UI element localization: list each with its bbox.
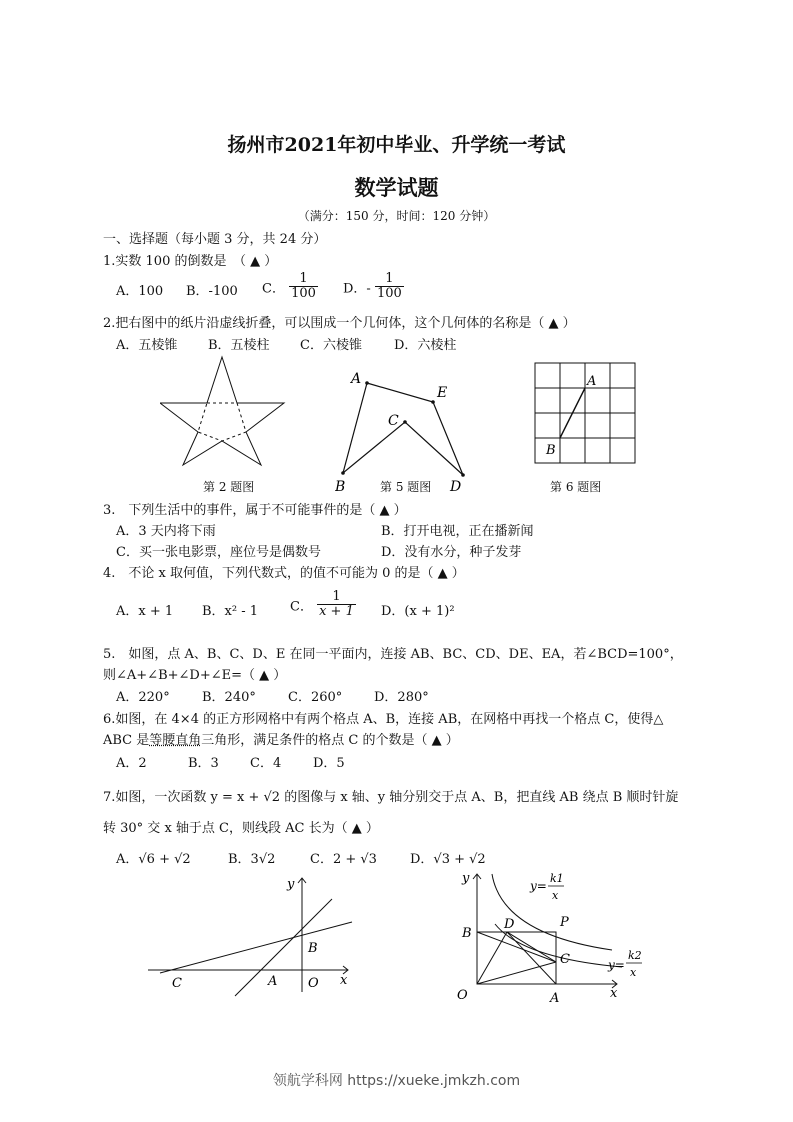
q7-label-b: B — [308, 941, 318, 956]
q1-stem: 1.实数 100 的倒数是 （ ▲ ） — [103, 254, 278, 269]
q8-label-b: B — [462, 926, 472, 941]
q5-option-b: B．240° — [202, 690, 256, 705]
fig6-label-b: B — [546, 443, 556, 458]
q6-option-b: B．3 — [188, 756, 219, 771]
q6-option-c: C．4 — [250, 756, 282, 771]
q6-line2-post: 三角形，满足条件的格点 C 的个数是（ ▲ ） — [201, 733, 459, 748]
star-net-figure — [160, 355, 290, 470]
fig2-caption: 第 2 题图 — [203, 480, 255, 494]
q1-option-c — [262, 272, 318, 302]
q6-option-a: A．2 — [116, 756, 147, 771]
q7-option-b: B．3√2 — [228, 852, 276, 867]
q7-label-y: y — [287, 877, 295, 892]
q7-line2: 转 30° 交 x 轴于点 C，则线段 AC 长为（ ▲ ） — [103, 821, 379, 836]
q2-option-d: D．六棱柱 — [394, 338, 457, 353]
fraction-numerator: 1 — [289, 272, 318, 287]
q4-option-c-fraction — [317, 590, 356, 620]
fraction-numerator: 1 — [375, 272, 404, 287]
q3-option-d: D．没有水分，种子发芽 — [381, 545, 522, 560]
q1-option-d — [343, 272, 404, 302]
q4-option-b: B．x² - 1 — [202, 604, 259, 619]
q8-label-c: C — [560, 952, 570, 967]
q4-option-d: D．(x + 1)² — [381, 604, 455, 619]
score-info: （满分：150 分，时间：120 分钟） — [297, 209, 496, 223]
fig5-label-e: E — [437, 385, 448, 401]
exam-title: 扬州市2021年初中毕业、升学统一考试 — [227, 134, 566, 156]
q2-option-b: B．五棱柱 — [208, 338, 270, 353]
q3-stem: 3. 下列生活中的事件，属于不可能事件的是（ ▲ ） — [103, 503, 407, 518]
q4-option-c — [290, 590, 356, 620]
q7-label-a: A — [268, 974, 278, 989]
q8-func1-numerator: k1 — [550, 872, 564, 885]
q8-label-p: P — [560, 915, 569, 930]
q7-label-x: x — [340, 973, 348, 988]
section-heading: 一、选择题（每小题 3 分，共 24 分） — [103, 232, 327, 247]
q4-option-a: A．x + 1 — [116, 604, 174, 619]
q8-label-d: D — [504, 917, 515, 932]
fig5-label-a: A — [351, 371, 362, 387]
q7-label-c: C — [172, 976, 182, 991]
q5-line1: 5. 如图，点 A、B、C、D、E 在同一平面内，连接 AB、BC、CD、DE、EA，若∠BCD=100°， — [103, 647, 683, 662]
fraction-denominator: 100 — [291, 286, 316, 302]
q4-stem: 4. 不论 x 取何值，下列代数式，的值不可能为 0 的是（ ▲ ） — [103, 566, 465, 581]
q6-option-d: D．5 — [313, 756, 345, 771]
q6-line2 — [103, 729, 459, 748]
fraction-numerator: 1 — [317, 590, 356, 605]
subject-title: 数学试题 — [354, 175, 439, 200]
footer-watermark: 领航学科网 https://xueke.jmkzh.com — [272, 1073, 521, 1089]
q7-label-o: O — [308, 976, 319, 991]
q8-func1-prefix: y= — [530, 879, 547, 893]
fig6-grid-figure — [530, 360, 640, 470]
q5-option-c: C．260° — [288, 690, 343, 705]
fig5-label-d: D — [450, 479, 462, 495]
q7-option-a: A．√6 + √2 — [116, 852, 191, 867]
q8-func2-denominator: x — [630, 966, 637, 979]
fig6-label-a: A — [587, 374, 597, 389]
q1-option-b: B．-100 — [186, 284, 238, 299]
q6-line2-pre: ABC 是 — [103, 733, 150, 748]
q2-option-c: C．六棱锥 — [300, 338, 362, 353]
q8-label-a: A — [550, 991, 560, 1006]
fig6-caption: 第 6 题图 — [550, 480, 602, 494]
fraction-denominator: 100 — [376, 286, 402, 302]
q3-option-c: C．买一张电影票，座位号是偶数号 — [116, 545, 321, 560]
q1-option-c-fraction — [289, 272, 318, 302]
fig5-label-c: C — [388, 413, 399, 429]
q4-option-c-label: C． — [290, 599, 313, 615]
q8-func1-denominator: x — [552, 889, 559, 902]
q6-emphasis: 等腰直角 — [149, 733, 202, 748]
q8-figure — [452, 862, 652, 1012]
q1-option-a: A．100 — [116, 284, 164, 299]
q7-option-c: C．2 + √3 — [310, 852, 377, 867]
q8-func2-prefix: y= — [608, 958, 625, 972]
q5-option-d: D．280° — [374, 690, 429, 705]
q7-figure — [140, 870, 360, 1000]
q8-label-x: x — [610, 986, 618, 1001]
fig5-caption: 第 5 题图 — [380, 480, 432, 494]
q3-option-a: A．3 天内将下雨 — [116, 524, 216, 539]
fraction-denominator: x + 1 — [319, 604, 354, 620]
q7-option-d: D．√3 + √2 — [410, 852, 486, 867]
q5-line2: 则∠A+∠B+∠D+∠E=（ ▲ ） — [103, 668, 287, 683]
q3-option-b: B．打开电视，正在播新闻 — [381, 524, 534, 539]
q6-line1: 6.如图，在 4×4 的正方形网格中有两个格点 A、B，连接 AB，在网格中再找一个格点 C，使得△ — [103, 712, 664, 727]
q8-label-y: y — [462, 871, 470, 886]
q5-option-a: A．220° — [116, 690, 170, 705]
q2-option-a: A．五棱锥 — [116, 338, 178, 353]
q8-func2-numerator: k2 — [628, 949, 642, 962]
fig5-label-b: B — [335, 479, 346, 495]
q1-option-c-label: C． — [262, 281, 285, 297]
q8-label-o: O — [457, 988, 468, 1003]
q1-option-d-label: D．- — [343, 281, 371, 297]
fig5-figure — [335, 365, 475, 495]
q2-stem: 2.把右图中的纸片沿虚线折叠，可以围成一个几何体，这个几何体的名称是（ ▲ ） — [103, 316, 576, 331]
q7-line1: 7.如图，一次函数 y = x + √2 的图像与 x 轴、y 轴分别交于点 A、B，把直线 AB 绕点 B 顺时针旋 — [103, 790, 679, 805]
q1-option-d-fraction — [375, 272, 404, 302]
